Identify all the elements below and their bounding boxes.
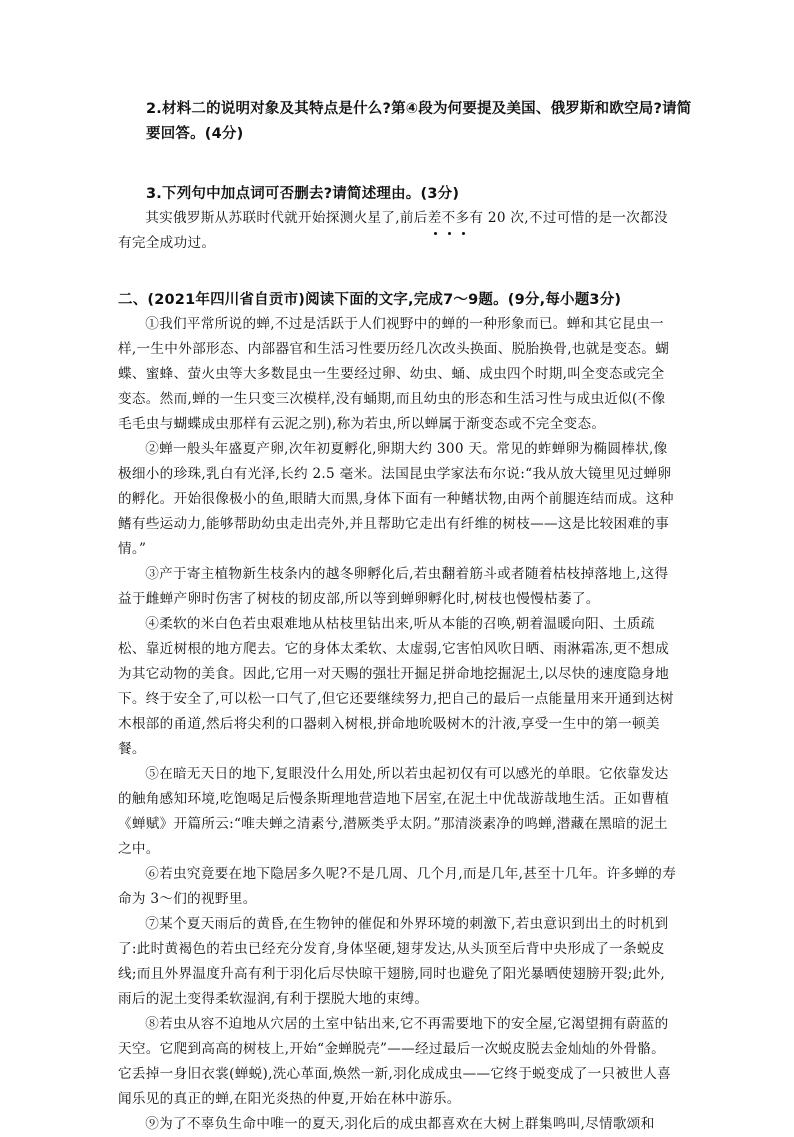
question-3-sentence	[118, 206, 678, 256]
question-3-title: 3.下列句中加点词可否删去?请简述理由。(3分)	[146, 186, 460, 202]
sentence-before: 其实俄罗斯从苏联时代就开始探测火星了,前后	[145, 210, 428, 226]
paragraph-1: ①我们平常所说的蝉,不过是活跃于人们视野中的蝉的一种形象而已。蝉和其它昆虫一样,一生中外部形态、内部器官和生活习性要历经几次改头换面、脱胎换骨,也就是变态。蝴蝶、蜜蜂、萤火虫等大多数昆虫一生要经过卵、幼虫、蛹、成虫四个时期,叫全变态或完全变态。然而,蝉的一生只变三次模样,没有蛹期,而且幼虫的形态和生活习性与成虫近似(不像毛毛虫与蝴蝶成虫那样有云泥之别),称为若虫,所以蝉属于渐变态或不完全变态。	[118, 316, 670, 432]
paragraph-3: ③产于寄主植物新生枝条内的越冬卵孵化后,若虫翻着筋斗或者随着枯枝掉落地上,这得益于雌蝉产卵时伤害了树枝的韧皮部,所以等到蝉卵孵化时,树枝也慢慢枯萎了。	[118, 566, 669, 607]
sentence-after: 20 次,不过可惜的是一次都没有完全成功过。	[118, 210, 668, 251]
paragraph-7: ⑦某个夏天雨后的黄昏,在生物钟的催促和外界环境的刺激下,若虫意识到出土的时机到了:此时黄褐色的若虫已经充分发育,身体坚硬,翅芽发达,从头顶至后背中央形成了一条蜕皮线;而且外界温度升高有利于羽化后尽快晾干翅膀,同时也避免了阳光暴晒使翅膀开裂;此外,雨后的泥土变得柔软湿润,有利于摆脱大地的束缚。	[118, 916, 669, 1007]
question-2: 2.材料二的说明对象及其特点是什么?第④段为何要提及美国、俄罗斯和欧空局?请简要回答。(4分)	[146, 101, 692, 142]
paragraph-8: ⑧若虫从容不迫地从穴居的土室中钻出来,它不再需要地下的安全屋,它渴望拥有蔚蓝的天空。它爬到高高的树枝上,开始“金蝉脱壳”——经过最后一次蜕皮脱去金灿灿的外骨骼。它丢掉一身旧衣裳(蝉蜕),洗心革面,焕然一新,羽化成成虫——它终于蜕变成了一只被世人喜闻乐见的真正的蝉,在阳光炎热的仲夏,开始在林中游乐。	[118, 1016, 672, 1107]
paragraph-2: ②蝉一般头年盛夏产卵,次年初夏孵化,卵期大约 300 天。常见的蚱蝉卵为椭圆棒状,像极细小的珍珠,乳白有光泽,长约 2.5 毫米。法国昆虫学家法布尔说:“我从放大镜里见过蝉卵的孵化。开始很像极小的鱼,眼睛大而黑,身体下面有一种鳍状物,由两个前腿连结而成。这种鳍有些运动力,能够帮助幼虫走出壳外,并且帮助它走出有纤维的树枝——这是比较困难的事情。”	[118, 441, 674, 557]
section-2-heading: 二、(2021年四川省自贡市)阅读下面的文字,完成7～9题。(9分,每小题3分)	[118, 292, 622, 308]
paragraph-5: ⑤在暗无天日的地下,复眼没什么用处,所以若虫起初仅有可以感光的单眼。它依靠发达的触角感知环境,吃饱喝足后慢条斯理地营造地下居室,在泥土中优哉游哉地生活。正如曹植《蝉赋》开篇所云:“唯夫蝉之清素兮,潜厥类乎太阴。”那清淡素净的鸣蝉,潜藏在黑暗的泥土之中。	[118, 766, 670, 857]
paragraph-9: ⑨为了不辜负生命中唯一的夏天,羽化后的成虫都喜欢在大树上群集鸣叫,尽情歌颂和	[145, 1116, 655, 1132]
paragraph-4: ④柔软的米白色若虫艰难地从枯枝里钻出来,听从本能的召唤,朝着温暖向阳、土质疏松、靠近树根的地方爬去。它的身体太柔软、太虚弱,它害怕风吹日晒、雨淋霜冻,更不想成为其它动物的美食。因此,它用一对天赐的强壮开掘足拼命地挖掘泥土,以尽快的速度隐身地下。终于安全了,可以松一口气了,但它还要继续努力,把自己的最后一点能量用来开通到达树木根部的甬道,然后将尖利的口器刺入树根,拼命地吮吸树木的汁液,享受一生中的第一顿美餐。	[118, 616, 674, 757]
dotted-word: 差不多有	[428, 210, 484, 226]
article-body	[118, 312, 678, 1137]
paragraph-6: ⑥若虫究竟要在地下隐居多久呢?不是几周、几个月,而是几年,甚至十几年。许多蝉的寿命为 3～们的视野里。	[118, 866, 677, 907]
